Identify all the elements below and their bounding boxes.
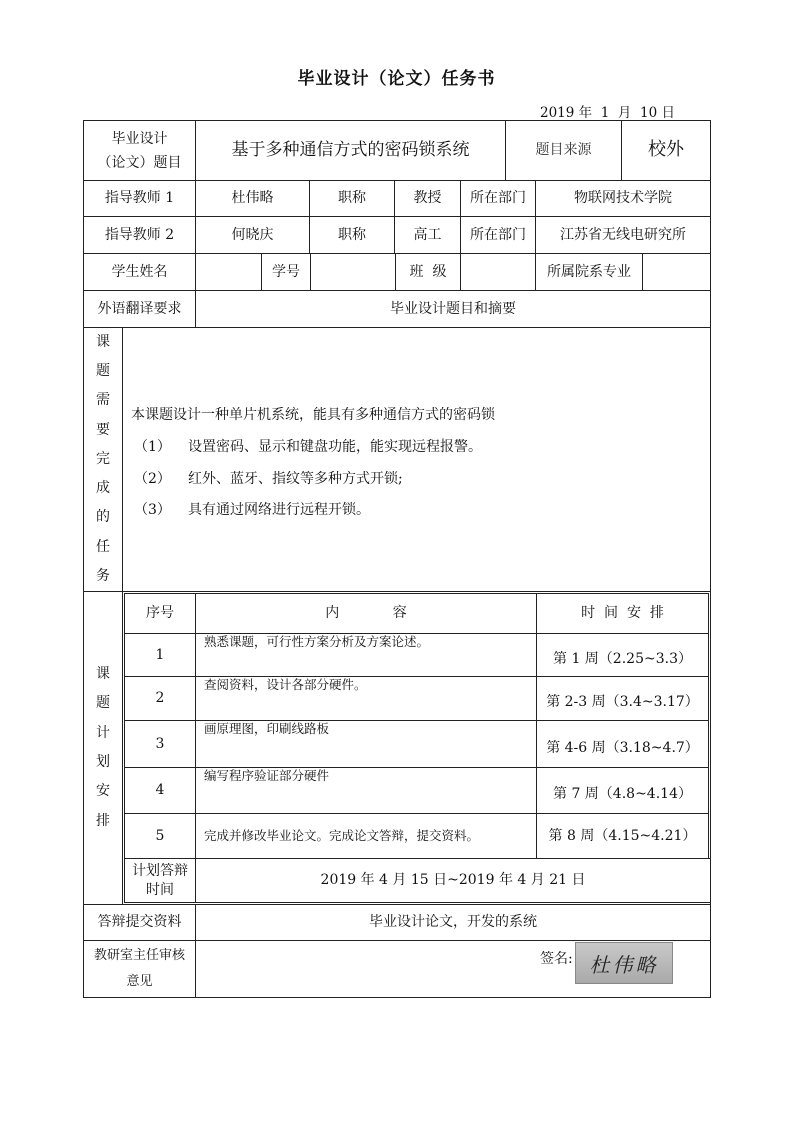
tasks-side-char: 题 — [96, 362, 110, 379]
tasks-content — [122, 327, 711, 592]
advisor1-title: 教授 — [394, 180, 461, 217]
advisor2-title-label: 职称 — [309, 216, 395, 254]
advisor1-title-label: 职称 — [309, 180, 395, 217]
major-value — [642, 253, 711, 291]
document-date: 2019 年 1 月 10 日 — [540, 105, 675, 121]
signature-label: 签名: — [540, 951, 573, 967]
advisor2-label: 指导教师 2 — [83, 216, 196, 254]
signature-image: 杜伟略 — [575, 942, 673, 984]
plan-row-content: 查阅资料，设计各部分硬件。 — [195, 676, 537, 721]
major-label: 所属院系专业 — [535, 253, 643, 291]
document-title: 毕业设计（论文）任务书 — [297, 69, 496, 89]
translation-value: 毕业设计题目和摘要 — [195, 290, 711, 328]
tasks-intro: 本课题设计一种单片机系统，能具有多种通信方式的密码锁 — [131, 407, 495, 423]
plan-row-time: 第 1 周（2.25~3.3） — [536, 633, 709, 677]
source-label: 题目来源 — [505, 120, 622, 181]
tasks-side-char: 完 — [96, 450, 110, 467]
advisor2-name: 何晓庆 — [195, 216, 310, 254]
tasks-side-char: 任 — [96, 538, 110, 555]
advisor1-dept-label: 所在部门 — [460, 180, 536, 217]
plan-header-content: 内 容 — [195, 593, 537, 634]
plan-side-char: 计 — [96, 724, 110, 741]
plan-row-num: 4 — [124, 767, 196, 814]
plan-row-num: 1 — [124, 633, 196, 677]
tasks-side-char: 务 — [96, 568, 110, 585]
tasks-side-char: 要 — [96, 421, 110, 438]
tasks-side-char: 的 — [96, 509, 110, 526]
materials-value: 毕业设计论文，开发的系统 — [195, 904, 711, 941]
plan-row-content: 画原理图，印刷线路板 — [195, 720, 537, 768]
plan-row-num: 3 — [124, 720, 196, 768]
topic-label-line2: （论文）题目 — [97, 154, 182, 171]
translation-label: 外语翻译要求 — [83, 290, 196, 328]
plan-row-content: 完成并修改毕业论文。完成论文答辩，提交资料。 — [195, 813, 537, 859]
student-id-label: 学号 — [261, 253, 311, 291]
tasks-side-char: 成 — [96, 480, 110, 497]
materials-label: 答辩提交资料 — [83, 904, 196, 941]
advisor2-dept: 江苏省无线电研究所 — [535, 216, 711, 254]
task-item-text: 设置密码、显示和键盘功能，能实现远程报警。 — [188, 439, 482, 455]
task-item-text: 具有通过网络进行远程开锁。 — [188, 502, 370, 518]
review-label — [83, 940, 196, 998]
tasks-side-label — [83, 327, 123, 592]
plan-row-time: 第 2-3 周（3.4~3.17） — [536, 676, 709, 721]
advisor1-dept: 物联网技术学院 — [535, 180, 711, 217]
student-id-value — [310, 253, 396, 291]
topic-value: 基于多种通信方式的密码锁系统 — [195, 120, 506, 181]
topic-label-line1: 毕业设计 — [111, 130, 168, 147]
plan-side-char: 排 — [96, 812, 110, 829]
tasks-side-char: 课 — [96, 333, 110, 350]
plan-row-time: 第 4-6 周（3.18~4.7） — [536, 720, 709, 768]
advisor1-name: 杜伟略 — [195, 180, 310, 217]
tasks-side-char: 需 — [96, 392, 110, 409]
topic-label-cell — [83, 120, 196, 181]
advisor1-label: 指导教师 1 — [83, 180, 196, 217]
advisor2-dept-label: 所在部门 — [460, 216, 536, 254]
task-item-num: （1） — [134, 439, 171, 455]
plan-row-content: 编写程序验证部分硬件 — [195, 767, 537, 814]
plan-side-label — [83, 591, 123, 905]
plan-row-content: 熟悉课题，可行性方案分析及方案论述。 — [195, 633, 537, 677]
defense-time-label: 计划答辩时间 — [124, 858, 196, 903]
task-item-num: （3） — [134, 502, 171, 518]
plan-header-time: 时 间 安 排 — [536, 593, 709, 634]
plan-side-char: 课 — [96, 666, 110, 683]
plan-side-char: 题 — [96, 695, 110, 712]
defense-time-value: 2019 年 4 月 15 日~2019 年 4 月 21 日 — [195, 858, 711, 903]
task-item-num: （2） — [134, 471, 171, 487]
student-name-label: 学生姓名 — [83, 253, 196, 291]
plan-row-num: 5 — [124, 813, 196, 859]
plan-header-num: 序号 — [124, 593, 196, 634]
plan-row-num: 2 — [124, 676, 196, 721]
plan-side-char: 划 — [96, 754, 110, 770]
plan-row-time: 第 7 周（4.8~4.14） — [536, 767, 709, 814]
advisor2-title: 高工 — [394, 216, 461, 254]
task-item-text: 红外、蓝牙、指纹等多种方式开锁; — [188, 471, 403, 487]
review-label-line1: 教研室主任审核 — [93, 948, 185, 963]
source-value: 校外 — [621, 120, 711, 181]
student-name-value — [195, 253, 262, 291]
plan-side-char: 安 — [96, 783, 110, 800]
class-value — [460, 253, 536, 291]
plan-row-time: 第 8 周（4.15~4.21） — [536, 813, 709, 859]
review-label-line2: 意见 — [126, 974, 153, 989]
class-label: 班 级 — [395, 253, 461, 291]
